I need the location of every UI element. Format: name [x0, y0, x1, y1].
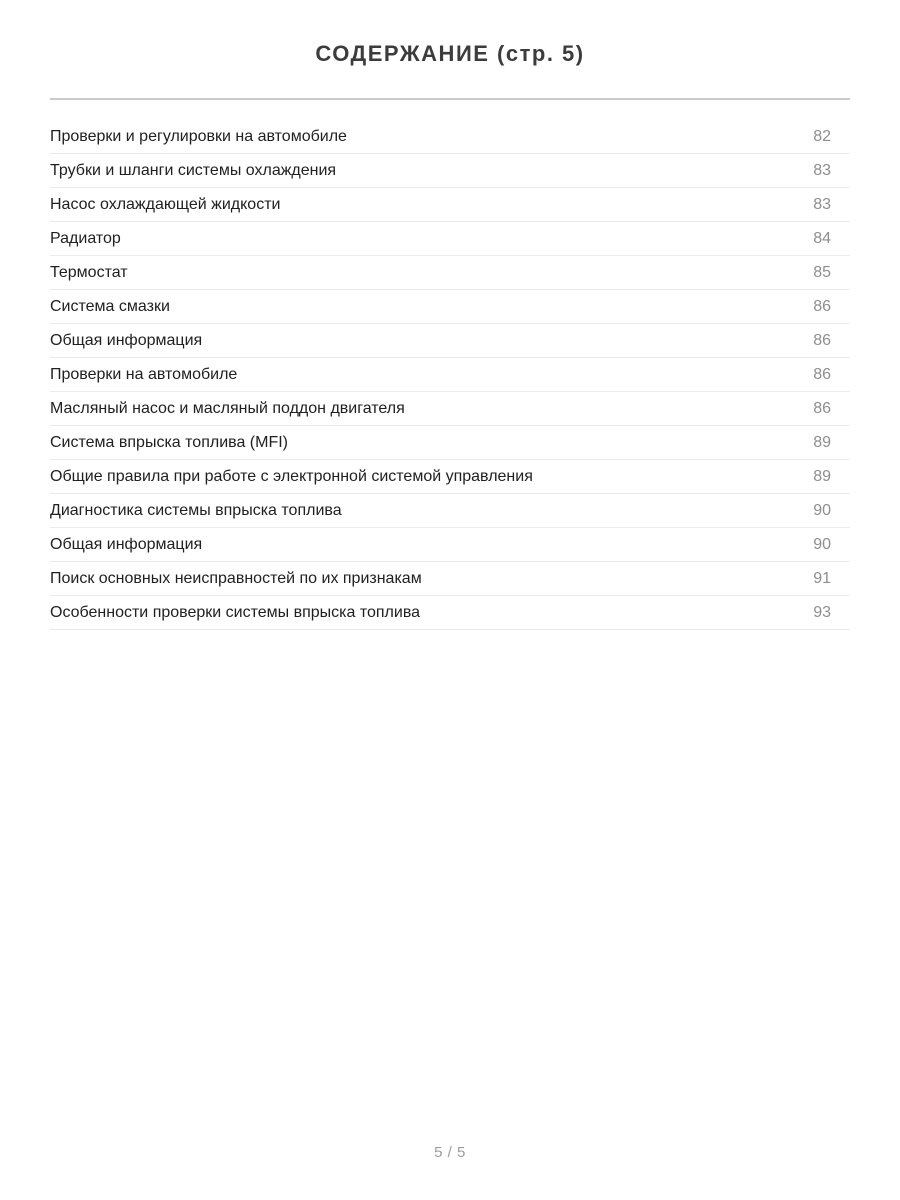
- toc-entry-label: Термостат: [50, 263, 128, 281]
- toc-entry-page-number: 90: [813, 501, 831, 519]
- toc-entry-page-number: 93: [813, 603, 831, 621]
- toc-entry-page-number: 83: [813, 161, 831, 179]
- toc-entry-label: Общая информация: [50, 535, 203, 553]
- toc-entry-label: Общая информация: [50, 331, 203, 349]
- toc-row: [50, 222, 850, 256]
- toc-row: [50, 358, 850, 392]
- toc-entry-page-number: 90: [813, 535, 831, 553]
- toc-entry-page-number: 86: [813, 297, 831, 315]
- toc-row: [50, 562, 850, 596]
- toc-entry-label: Радиатор: [50, 229, 121, 247]
- toc-entry-page-number: 89: [813, 467, 831, 485]
- toc-row: [50, 426, 850, 460]
- toc-entry-label: Диагностика системы впрыска топлива: [50, 501, 342, 519]
- toc-entry-page-number: 89: [813, 433, 831, 451]
- toc-row: [50, 494, 850, 528]
- toc-entry-page-number: 86: [813, 365, 831, 383]
- toc-entry-label: Проверки и регулировки на автомобиле: [50, 127, 347, 145]
- toc-entry-page-number: 86: [813, 399, 831, 417]
- toc-entry-page-number: 91: [813, 569, 831, 587]
- toc-entry-page-number: 82: [813, 127, 831, 145]
- toc-list: [50, 120, 850, 630]
- toc-entry-label: Особенности проверки системы впрыска топлива: [50, 603, 421, 621]
- toc-entry-label: Проверки на автомобиле: [50, 365, 238, 383]
- page-indicator: 5 / 5: [434, 1144, 466, 1161]
- toc-row: [50, 528, 850, 562]
- toc-entry-page-number: 84: [813, 229, 831, 247]
- toc-row: [50, 256, 850, 290]
- toc-entry-label: Трубки и шланги системы охлаждения: [50, 161, 337, 179]
- toc-row: [50, 290, 850, 324]
- page-title: СОДЕРЖАНИЕ (стр. 5): [315, 41, 585, 66]
- toc-entry-page-number: 83: [813, 195, 831, 213]
- toc-row: [50, 596, 850, 630]
- toc-entry-label: Масляный насос и масляный поддон двигателя: [50, 399, 405, 417]
- toc-entry-page-number: 85: [813, 263, 831, 281]
- toc-row: [50, 324, 850, 358]
- header-divider: [50, 98, 850, 100]
- toc-row: [50, 120, 850, 154]
- toc-entry-label: Поиск основных неисправностей по их признакам: [50, 569, 422, 587]
- toc-entry-label: Система впрыска топлива (MFI): [50, 433, 288, 451]
- toc-entry-label: Система смазки: [50, 297, 170, 315]
- toc-row: [50, 154, 850, 188]
- toc-entry-label: Насос охлаждающей жидкости: [50, 195, 281, 213]
- toc-row: [50, 460, 850, 494]
- toc-row: [50, 188, 850, 222]
- toc-row: [50, 392, 850, 426]
- toc-entry-page-number: 86: [813, 331, 831, 349]
- toc-entry-label: Общие правила при работе с электронной системой управления: [50, 467, 533, 485]
